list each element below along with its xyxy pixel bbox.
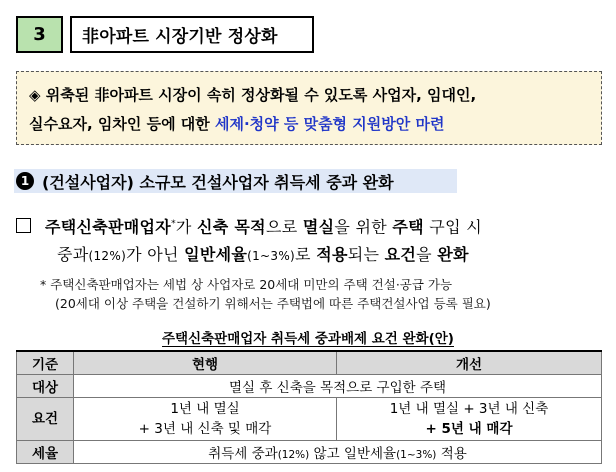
header-criteria: 기준: [17, 351, 74, 375]
comparison-table: [16, 350, 602, 464]
row-label: 세율: [17, 441, 74, 464]
summary-line-2-text: 실수요자, 임차인 등에 대한: [29, 115, 215, 133]
table-caption: [0, 327, 616, 347]
body-paragraph: [16, 210, 608, 270]
term: 신축 목적: [197, 217, 266, 237]
text: 을 위한: [334, 217, 393, 237]
improved-condition-line-2: + 5년 내 매각: [425, 421, 513, 437]
term: 완화: [437, 245, 469, 265]
table-row: [17, 375, 602, 398]
header-improved: 개선: [337, 351, 602, 375]
text: 취득세 중과: [208, 446, 278, 462]
row-label: 대상: [17, 375, 74, 398]
rate: (1~3%): [396, 449, 437, 461]
text: 가 아닌: [126, 245, 185, 265]
square-bullet-icon: [16, 218, 31, 233]
text: 않고 일반세율: [309, 446, 397, 462]
current-condition: [74, 398, 337, 441]
footnote-mark: *: [171, 219, 176, 229]
text: 로: [295, 245, 317, 265]
current-condition-line-2: + 3년 내 신축 및 매각: [138, 421, 272, 437]
body-line-2: [16, 241, 608, 270]
row-value: 멸실 후 신축을 목적으로 구입한 주택: [74, 375, 602, 398]
row-value: [74, 441, 602, 464]
section-number: 3: [16, 16, 63, 53]
text: 을: [416, 245, 438, 265]
text: 중과: [57, 245, 89, 265]
term-builder: 주택신축판매업자: [45, 217, 172, 237]
footnote-line-1: * 주택신축판매업자는 세법 상 사업자로 20세대 미만의 주택 건설·공급 가능: [40, 277, 453, 292]
text: 되는: [347, 245, 385, 265]
summary-highlight: 세제·청약 등 맞춤형 지원방안 마련: [214, 115, 445, 133]
table-row: [17, 441, 602, 464]
term: 적용: [316, 245, 348, 265]
table-header-row: [17, 351, 602, 375]
term: 요건: [384, 245, 417, 265]
summary-box: [16, 71, 602, 145]
text: 구입 시: [423, 217, 482, 237]
footnote: [40, 275, 610, 313]
section-title: 非아파트 시장기반 정상화: [70, 16, 314, 53]
subsection-heading: [14, 169, 457, 193]
text: 적용: [436, 446, 467, 462]
text: 가: [175, 217, 198, 237]
footnote-line-2: (20세대 이상 주택을 건설하기 위해서는 주택법에 따른 주택건설사업 등록 필요): [55, 296, 491, 311]
current-condition-line-1: 1년 내 멸실: [170, 401, 240, 417]
header-current: 현행: [74, 351, 337, 375]
text: 으로: [265, 217, 303, 237]
term: 주택: [392, 217, 424, 237]
summary-line-1: ◈ 위축된 非아파트 시장이 속히 정상화될 수 있도록 사업자, 임대인,: [29, 86, 477, 104]
body-line-1: [16, 210, 608, 241]
number-marker: 1: [16, 172, 34, 190]
improved-condition-line-1: 1년 내 멸실 + 3년 내 신축: [389, 401, 549, 417]
improved-condition: [337, 398, 602, 441]
rate: (12%): [277, 449, 310, 461]
term: 일반세율: [184, 245, 248, 265]
subsection-heading-text: (건설사업자) 소규모 건설사업자 취득세 중과 완화: [42, 172, 394, 192]
summary-line-2: [29, 110, 591, 139]
term: 멸실: [302, 217, 335, 237]
table-caption-text: 주택신축판매업자 취득세 중과배제 요건 완화(안): [162, 331, 454, 347]
row-label: 요건: [17, 398, 74, 441]
table-row: [17, 398, 602, 441]
rate: (1~3%): [247, 249, 296, 264]
rate: (12%): [88, 249, 127, 264]
